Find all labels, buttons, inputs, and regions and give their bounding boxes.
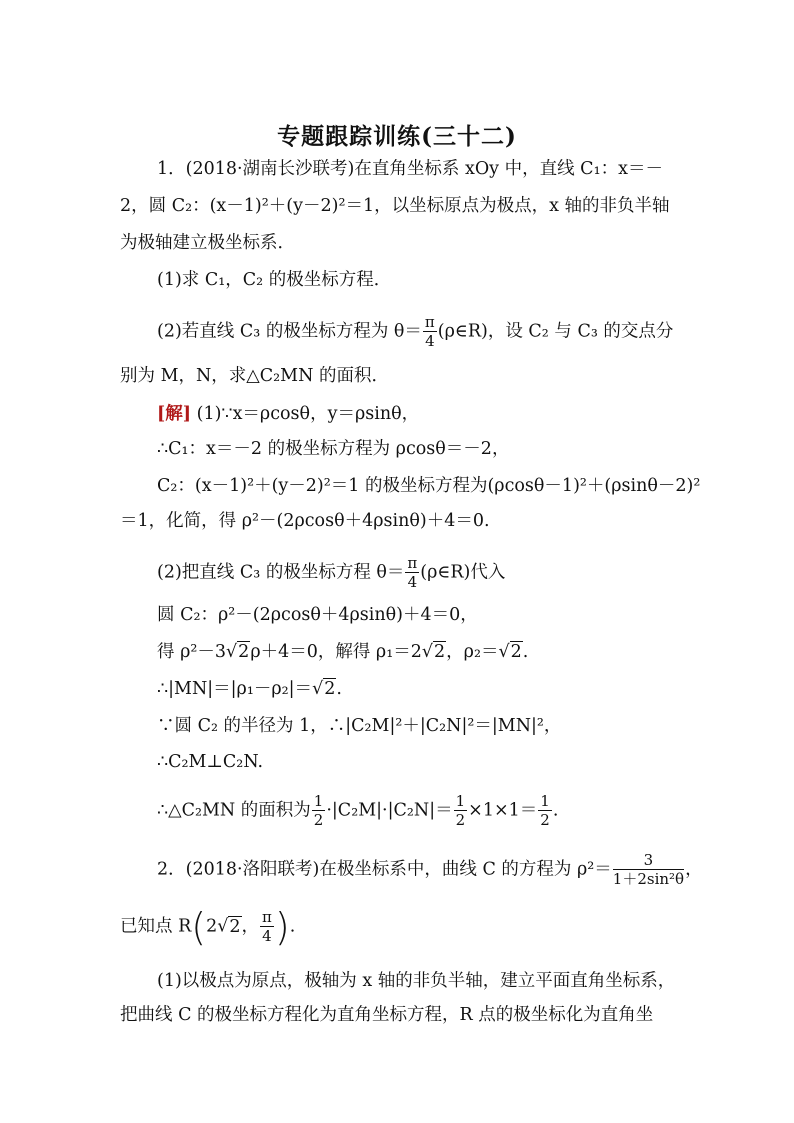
q2-line-3: (1)以极点为原点，极轴为 x 轴的非负半轴，建立平面直角坐标系， [157,971,676,991]
q1-part-1: (1)求 C₁，C₂ 的极坐标方程． [157,270,392,290]
solution-2-line-2: 圆 C₂：ρ²－(2ρcosθ＋4ρsinθ)＋4＝0， [157,605,478,625]
solution-2-line-6: ∴C₂M⊥C₂N. [157,752,264,772]
solution-2-line-5: ∵圆 C₂ 的半径为 1，∴|C₂M|²＋|C₂N|²＝|MN|²， [157,716,562,736]
q2-line-4: 把曲线 C 的极坐标方程化为直角坐标方程，R 点的极坐标化为直角坐 [120,1005,654,1025]
fraction-one-half: $\frac{1}{2}$ [313,792,324,829]
solution-2-line-7: ∴△C₂MN 的面积为 $\frac{1}{2}$ ·|C₂M|·|C₂N|＝ $\frac{1}{2}$ ×1×1＝ $\frac{1}{2}$ . [157,792,559,829]
fraction-pi-over-4: $\frac{\pi}{4}$ [407,554,418,591]
page-title: 专题跟踪训练(三十二) [277,123,517,150]
q1-line-2: 2，圆 C₂：(x－1)²＋(y－2)²＝1，以坐标原点为极点，x 轴的非负半轴 [120,196,670,216]
q2-line-2: 已知点 R(2√2， $\frac{\pi}{4}$ ). [120,905,296,949]
fraction-one-half: $\frac{1}{2}$ [540,792,550,829]
fraction-pi-over-4: $\frac{\pi}{4}$ [424,313,435,350]
q2-line-1: 2．(2018·洛阳联考)在极坐标系中，曲线 C 的方程为 ρ²＝ $\frac{3}{\text{1＋2sin²θ}}$ ， [157,851,703,888]
q1-line-3: 为极轴建立极坐标系． [120,233,295,253]
solution-tag: [解] [157,404,192,424]
solution-1-line-4: ＝1，化简，得 ρ²－(2ρcosθ＋4ρsinθ)＋4＝0. [120,511,490,531]
fraction-one-half: $\frac{1}{2}$ [455,792,466,829]
solution-1-line-1: [解] (1)∵x＝ρcosθ，y＝ρsinθ， [157,404,420,424]
q1-line-1: 1．(2018·湖南长沙联考)在直角坐标系 xOy 中，直线 C₁：x＝－ [157,159,663,179]
solution-2-line-4: ∴|MN|＝|ρ₁－ρ₂|＝√2. [157,679,342,699]
solution-2-line-1: (2)把直线 C₃ 的极坐标方程 θ＝ $\frac{\pi}{4}$ (ρ∈R)代入 [157,554,506,591]
q1-part-2-cont: 别为 M，N，求△C₂MN 的面积． [120,366,389,386]
solution-1-line-3: C₂：(x－1)²＋(y－2)²＝1 的极坐标方程为(ρcosθ－1)²＋(ρsinθ－2)² [157,476,701,496]
solution-2-line-3: 得 ρ²－3√2ρ＋4＝0，解得 ρ₁＝2√2，ρ₂＝√2. [157,642,529,662]
fraction-pi-over-4: $\frac{\pi}{4}$ [262,908,272,945]
q1-part-2: (2)若直线 C₃ 的极坐标方程为 θ＝ $\frac{\pi}{4}$ (ρ∈R)，设 C₂ 与 C₃ 的交点分 [157,313,674,350]
fraction-3-over-denominator: $\frac{3}{\text{1＋2sin²θ}}$ [612,851,685,888]
solution-1-line-2: ∴C₁：x＝－2 的极坐标方程为 ρcosθ＝－2， [157,439,510,459]
